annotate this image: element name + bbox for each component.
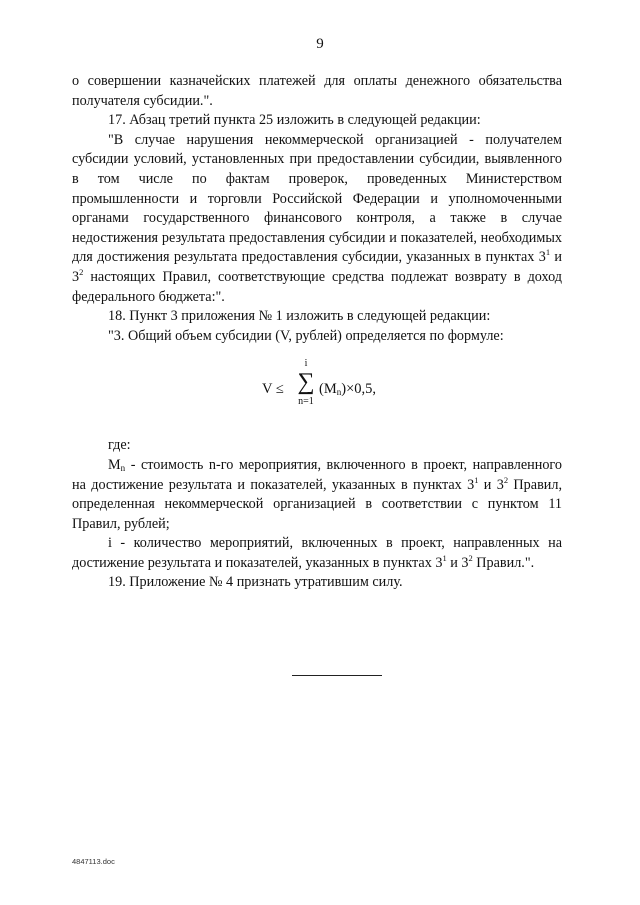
mn-subscript: n xyxy=(120,462,126,473)
paragraph-item-19: 19. Приложение № 4 признать утратившим силу. xyxy=(108,574,403,591)
sum-upper-limit: i xyxy=(304,358,308,370)
superscript: 1 xyxy=(442,552,447,563)
sigma-symbol: ∑ xyxy=(297,369,315,396)
mn-text-a: - стоимость n-го мероприятия, включенного в проект, направленного на достижение результата и показателей, указанных в пунктах 3 xyxy=(72,456,562,493)
mn-symbol: M xyxy=(108,456,121,473)
paragraph-item-17: 17. Абзац третий пункта 25 изложить в следующей редакции: xyxy=(108,112,481,129)
document-code: 4847113.doc xyxy=(72,857,115,866)
mn-text-mid: и 3 xyxy=(478,476,504,493)
paragraph-mn-definition xyxy=(72,456,562,534)
superscript: 2 xyxy=(468,552,473,563)
formula-close: )×0,5, xyxy=(341,381,376,398)
paragraph-where: где: xyxy=(108,437,131,454)
formula-lhs: V ≤ xyxy=(262,381,284,398)
paragraph-item-18: 18. Пункт 3 приложения № 1 изложить в следующей редакции: xyxy=(108,308,491,325)
paragraph-i-definition xyxy=(72,534,562,573)
superscript: 1 xyxy=(474,474,479,485)
page-number: 9 xyxy=(316,36,324,52)
formula-open: (M xyxy=(319,381,337,398)
quoted-text-mid: и 3 xyxy=(72,249,563,285)
paragraph-quoted-text xyxy=(72,131,562,307)
paragraph-formula-intro: "3. Общий объем субсидии (V, рублей) определяется по формуле: xyxy=(108,327,504,344)
superscript: 2 xyxy=(503,474,509,485)
paragraph-continuation: о совершении казначейских платежей для оплаты денежного обязательства получателя субсидии.". xyxy=(72,73,562,109)
mn-text-b: Правил, определенная некоммерческой организацией в соответствии с пунктом 11 Правил, рублей; xyxy=(72,476,562,532)
superscript: 2 xyxy=(79,266,84,277)
quoted-text-part-b: настоящих Правил, соответствующие средства подлежат возврату в доход федерального бюджета:". xyxy=(72,268,562,305)
i-text-mid: и 3 xyxy=(446,554,469,571)
formula-expression xyxy=(262,358,462,428)
formula xyxy=(72,354,562,434)
formula-rhs xyxy=(319,380,376,400)
document-body xyxy=(72,72,562,593)
end-separator-line xyxy=(292,675,382,676)
i-text-b: Правил.". xyxy=(472,554,535,571)
formula-subscript: n xyxy=(336,387,342,398)
quoted-text-part-a: "В случае нарушения некоммерческой организацией - получателем субсидии условий, установленных при предоставлении субсидии, выявленного в том числе по фактам проверок, проведенных Министерством промышленности и торговли Российской Федерации и уполномоченными органами государственного финансового контроля, а также в случае недостижения результата предоставления субсидии и показателей, необходимых для достижения результата предоставления субсидии, указанных в пунктах 3 xyxy=(72,131,562,266)
sum-lower-limit: n=1 xyxy=(298,396,314,408)
i-text-a: i - количество мероприятий, включенных в проект, направленных на достижение результата и показателей, указанных в пунктах 3 xyxy=(72,535,562,571)
superscript: 1 xyxy=(545,247,551,258)
sum-operator xyxy=(294,358,318,428)
